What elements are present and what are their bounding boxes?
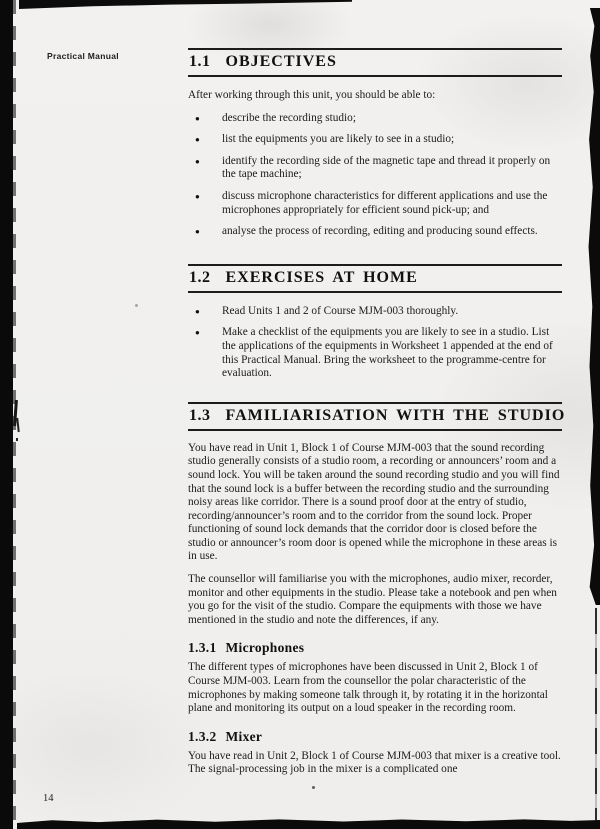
scan-speck xyxy=(312,786,315,789)
list-item-text: discuss microphone characteristics for different applications and use the microphones appropriately for efficient sound pick-up; and xyxy=(222,189,548,216)
subsection-heading xyxy=(188,729,562,745)
paragraph: You have read in Unit 2, Block 1 of Course MJM-003 that mixer is a creative tool. The signal-processing job in the mixer is a complicated one xyxy=(188,749,561,776)
list-item-text: describe the recording studio; xyxy=(222,111,356,124)
ink-mark xyxy=(16,418,19,432)
section-number: 1.1 xyxy=(189,53,211,70)
scan-speck xyxy=(135,304,138,307)
page-number: 14 xyxy=(43,793,54,804)
bullet-icon: ● xyxy=(195,227,200,237)
bullet-icon: ● xyxy=(195,328,200,338)
list-item-text: list the equipments you are likely to see in a studio; xyxy=(222,133,455,146)
bullet-icon: ● xyxy=(195,156,200,166)
paragraph: The counsellor will familiarise you with the microphones, audio mixer, recorder, monitor and other equipments in the studio. Please take a notebook and pen when you go for the visit of the studio. Compare the equipments with those we have mentioned in the studio and note the differences, if any. xyxy=(188,573,557,626)
objectives-list xyxy=(188,112,562,239)
scan-edge-left xyxy=(0,0,13,829)
list-item xyxy=(188,190,562,217)
bullet-icon: ● xyxy=(195,135,200,145)
list-item-text: identify the recording side of the magnetic tape and thread it properly on the tape machine; xyxy=(222,154,551,181)
subsection-number: 1.3.2 xyxy=(188,728,217,744)
subsection-title: Microphones xyxy=(225,640,305,656)
subsection-heading xyxy=(188,640,562,656)
ink-mark xyxy=(16,438,18,441)
list-item xyxy=(188,326,562,380)
subsection-mixer xyxy=(188,729,562,777)
list-item xyxy=(188,133,562,147)
bullet-icon: ● xyxy=(195,113,200,123)
section-number: 1.3 xyxy=(189,406,211,424)
section-exercises-at-home xyxy=(188,264,562,381)
list-item xyxy=(188,155,562,182)
content-column xyxy=(188,48,566,777)
paragraph: You have read in Unit 1, Block 1 of Course MJM-003 that the sound recording studio generally consists of a studio room, a recording or announcers’ room and a sound lock. You will be taken around the sound recording studio and you will find that the sound lock is a buffer between the recording studio and the surrounding noisy areas like corridor. There is a sound proof door at the entry of studio, recording/announcer’s room and to the corridor from the sound lock. Proper functioning of sound lock demands that the corridor door is closed before the studio or announcer’s room door is opened while the microphone in these areas is in use. xyxy=(188,441,560,563)
section-intro: After working through this unit, you should be able to: xyxy=(188,89,436,101)
subsection-title: Mixer xyxy=(225,728,263,744)
list-item xyxy=(188,225,562,239)
list-item-text: analyse the process of recording, editing and producing sound effects. xyxy=(222,225,538,238)
list-item xyxy=(188,112,562,126)
list-item-text: Read Units 1 and 2 of Course MJM-003 thoroughly. xyxy=(222,304,459,317)
scan-edge-top xyxy=(19,0,352,9)
paragraph: The different types of microphones have been discussed in Unit 2, Block 1 of Course MJM-003. Learn from the counsellor the polar characteristic of the microphones by making someone talk through it, by rotating it in the horizontal plane and monitoring its output on a loud speaker in the recording room. xyxy=(188,661,548,715)
section-title: OBJECTIVES xyxy=(225,53,337,70)
bullet-icon: ● xyxy=(195,191,200,201)
section-title: FAMILIARISATION WITH THE STUDIO xyxy=(225,406,566,424)
section-familiarisation xyxy=(188,402,566,628)
subsection-number: 1.3.1 xyxy=(188,640,217,656)
section-heading xyxy=(188,48,562,77)
section-number: 1.2 xyxy=(189,268,211,286)
section-heading xyxy=(188,264,562,293)
exercises-list xyxy=(188,305,562,381)
list-item-text: Make a checklist of the equipments you are likely to see in a studio. List the applications of the equipments in Worksheet 1 appended at the end of this Practical Manual. Bring the worksheet to the programme-centre for evaluation. xyxy=(222,326,553,380)
section-heading xyxy=(188,402,566,431)
section-objectives xyxy=(188,48,562,239)
list-item xyxy=(188,305,562,319)
scan-edge-right xyxy=(586,8,600,605)
bullet-icon: ● xyxy=(195,306,200,316)
scan-edge-bottom xyxy=(17,818,600,829)
margin-label: Practical Manual xyxy=(47,51,119,61)
section-title: EXERCISES AT HOME xyxy=(225,268,418,286)
subsection-microphones xyxy=(188,640,562,715)
scan-edge-right-line xyxy=(595,608,597,829)
